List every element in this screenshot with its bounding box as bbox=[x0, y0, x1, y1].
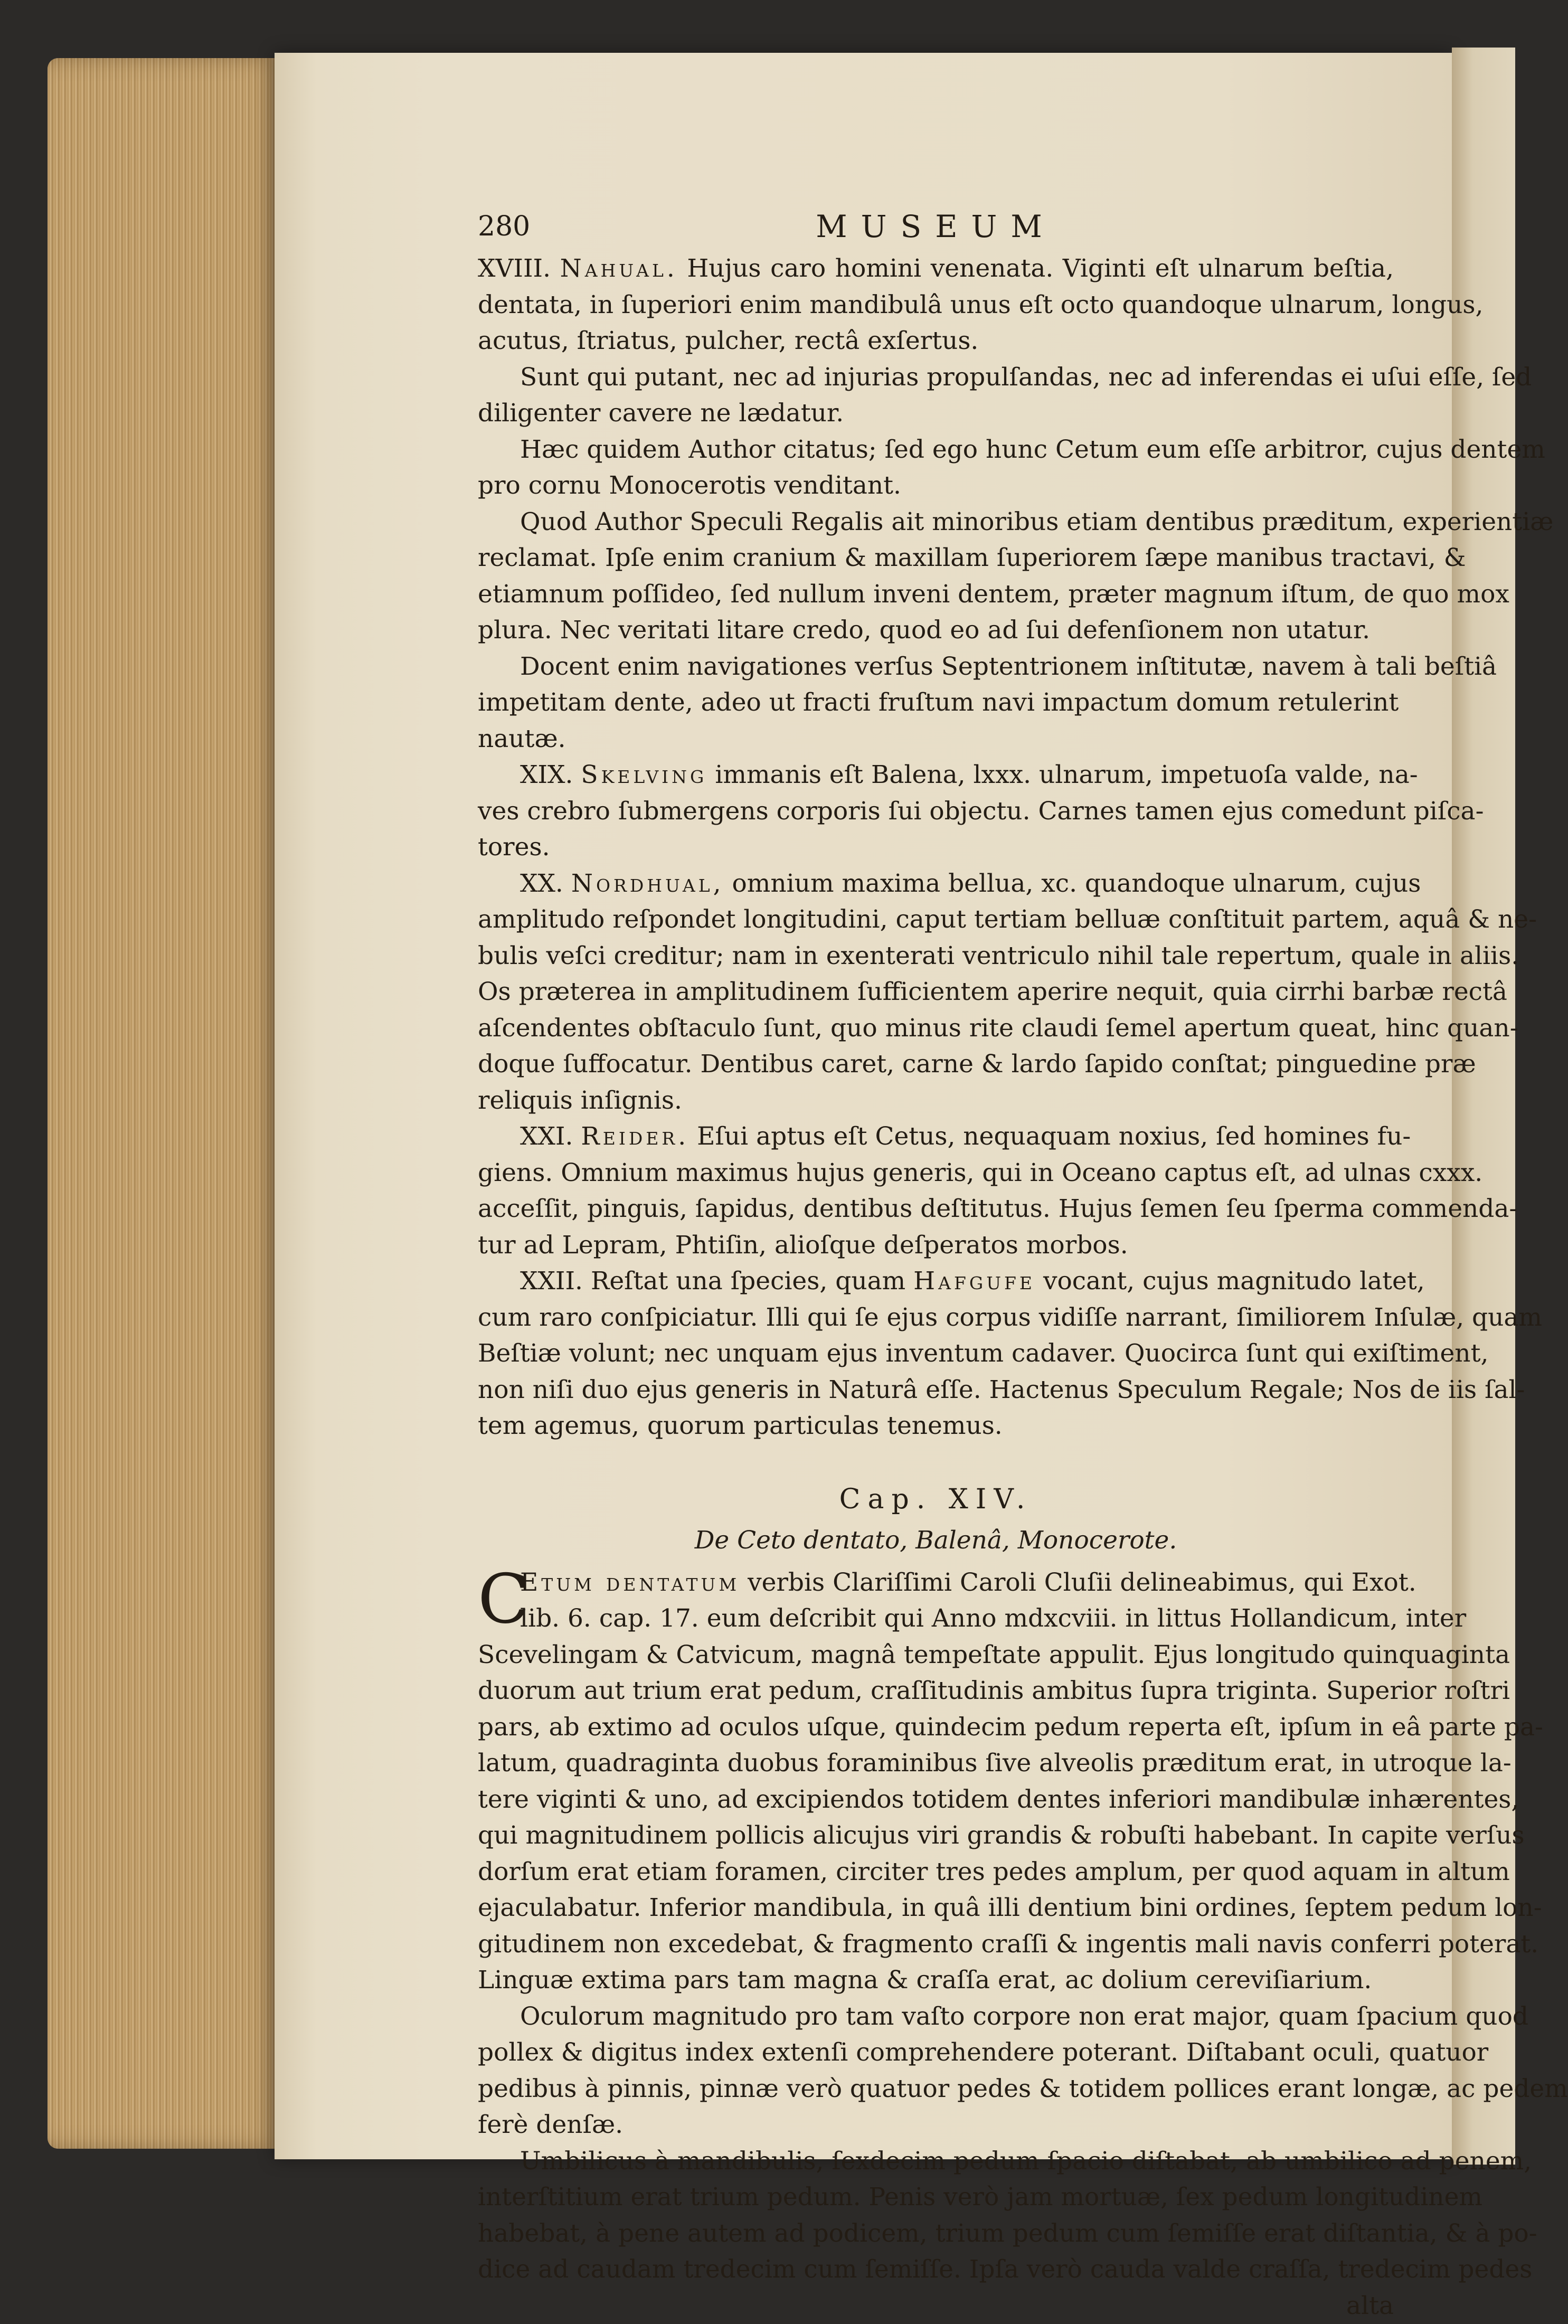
text-line: acutus, ſtriatus, pulcher, rectâ exſertus. bbox=[478, 323, 1394, 360]
text-line: non niſi duo ejus generis in Naturâ eſſe. Hactenus Speculum Regale; Nos de iis ſal- bbox=[478, 1372, 1394, 1409]
text-line: gitudinem non excedebat, & fragmento craſſi & ingentis mali navis conferri poterat. bbox=[478, 1926, 1394, 1963]
text-line: aſcendentes obſtaculo ſunt, quo minus rite claudi ſemel apertum queat, hinc quan- bbox=[478, 1010, 1394, 1047]
text-line: XIX. Skelving immanis eſt Balena, lxxx. ulnarum, impetuoſa valde, na- bbox=[478, 757, 1394, 793]
text-line: tere viginti & uno, ad excipiendos totidem dentes inferiori mandibulæ inhærentes, bbox=[478, 1782, 1394, 1818]
text-line: latum, quadraginta duobus foraminibus ſive alveolis præditum erat, in utroque la- bbox=[478, 1745, 1394, 1782]
chapter-text bbox=[478, 1637, 1394, 2288]
text-line: acceſſit, pinguis, ſapidus, dentibus deſtitutus. Hujus ſemen ſeu ſperma commenda- bbox=[478, 1191, 1394, 1227]
catchword: alta bbox=[478, 2288, 1394, 2324]
text-line: diligenter cavere ne lædatur. bbox=[478, 395, 1394, 432]
drop-cap: C bbox=[478, 1568, 530, 1631]
chapter-subtitle: De Ceto dentato, Balenâ, Monocerote. bbox=[478, 1523, 1394, 1565]
running-title: MUSEUM bbox=[478, 209, 1394, 245]
text-line: plura. Nec veritati litare credo, quod eo ad ſui defenſionem non utatur. bbox=[478, 612, 1394, 649]
text-line: reclamat. Ipſe enim cranium & maxillam ſuperiorem ſæpe manibus tractavi, & bbox=[478, 540, 1394, 577]
text-line: dorſum erat etiam foramen, circiter tres pedes amplum, per quod aquam in altum bbox=[478, 1854, 1394, 1891]
text-line: ejaculabatur. Inferior mandibula, in quâ illi dentium bini ordines, ſeptem pedum lon- bbox=[478, 1890, 1394, 1926]
text-line: Umbilicus à mandibulis, ſexdecim pedum ſpacio diſtabat, ab umbilico ad penem, bbox=[478, 2143, 1394, 2180]
text-line: XXI. Reider. Eſui aptus eſt Cetus, nequaquam noxius, ſed homines fu- bbox=[478, 1119, 1394, 1155]
running-head bbox=[478, 209, 1394, 251]
text-line: nautæ. bbox=[478, 721, 1394, 758]
text-line: Oculorum magnitudo pro tam vaſto corpore non erat major, quam ſpacium quod bbox=[478, 1999, 1394, 2035]
text-line: pedibus à pinnis, pinnæ verò quatuor pedes & totidem pollices erant longæ, ac pedem bbox=[478, 2071, 1394, 2108]
text-line: ferè denſæ. bbox=[478, 2107, 1394, 2143]
chapter-heading: Cap. XIV. bbox=[478, 1481, 1394, 1523]
text-line: lib. 6. cap. 17. eum deſcribit qui Anno mdxcviii. in littus Hollandicum, inter bbox=[478, 1601, 1394, 1637]
text-line: dentata, in ſuperiori enim mandibulâ unus eſt octo quandoque ulnarum, longus, bbox=[478, 287, 1394, 324]
text-line: qui magnitudinem pollicis alicujus viri grandis & robuſti habebant. In capite verſus bbox=[478, 1818, 1394, 1854]
chapter-opening bbox=[478, 1565, 1394, 1637]
text-line: pollex & digitus index extenſi comprehendere poterant. Diſtabant oculi, quatuor bbox=[478, 2035, 1394, 2071]
text-line: Linguæ extima pars tam magna & craſſa erat, ac dolium cereviſiarium. bbox=[478, 1962, 1394, 1999]
text-line: XX. Nordhual, omnium maxima bellua, xc. quandoque ulnarum, cujus bbox=[478, 866, 1394, 902]
text-line: Docent enim navigationes verſus Septentrionem inſtitutæ, navem à tali beſtiâ bbox=[478, 649, 1394, 685]
text-line: tores. bbox=[478, 829, 1394, 866]
book-fore-edge bbox=[48, 58, 285, 2149]
text-line: Quod Author Speculi Regalis ait minoribus etiam dentibus præditum, experientiæ bbox=[478, 504, 1394, 541]
text-line: Sunt qui putant, nec ad injurias propulſandas, nec ad inferendas ei uſui eſſe, ſed bbox=[478, 360, 1394, 396]
text-line: reliquis inſignis. bbox=[478, 1083, 1394, 1119]
text-line: giens. Omnium maximus hujus generis, qui in Oceano captus eſt, ad ulnas cxxx. bbox=[478, 1155, 1394, 1192]
text-line: Etum dentatum verbis Clariſſimi Caroli Cluſii delineabimus, qui Exot. bbox=[478, 1565, 1394, 1601]
text-line: Os præterea in amplitudinem ſufficientem aperire nequit, quia cirrhi barbæ rectâ bbox=[478, 974, 1394, 1010]
text-line: interſtitium erat trium pedum. Penis verò jam mortuæ, ſex pedum longitudinem bbox=[478, 2179, 1394, 2216]
text-line: habebat, à pene autem ad podicem, trium pedum cum ſemiſſe erat diſtantia, & à po- bbox=[478, 2216, 1394, 2252]
page-text bbox=[478, 209, 1394, 2324]
text-line: impetitam dente, adeo ut fracti fruſtum navi impactum domum retulerint bbox=[478, 685, 1394, 721]
text-line: pars, ab extimo ad oculos uſque, quindecim pedum reperta eſt, ipſum in eâ parte pa- bbox=[478, 1709, 1394, 1746]
page-number: 280 bbox=[478, 209, 530, 245]
text-line: XVIII. Nahual. Hujus caro homini venenata. Viginti eſt ulnarum beſtia, bbox=[478, 251, 1394, 287]
text-line: duorum aut trium erat pedum, craſſitudinis ambitus ſupra triginta. Superior roſtri bbox=[478, 1673, 1394, 1709]
text-line: Scevelingam & Catvicum, magnâ tempeſtate appulit. Ejus longitudo quinquaginta bbox=[478, 1637, 1394, 1674]
text-line: amplitudo reſpondet longitudini, caput tertiam belluæ conſtituit partem, aquâ & ne- bbox=[478, 902, 1394, 938]
text-line: XXII. Reſtat una ſpecies, quam Hafgufe vocant, cujus magnitudo latet, bbox=[478, 1263, 1394, 1300]
text-line: etiamnum poſſideo, ſed nullum inveni dentem, præter magnum iſtum, de quo mox bbox=[478, 577, 1394, 613]
text-line: tem agemus, quorum particulas tenemus. bbox=[478, 1408, 1394, 1444]
text-line: pro cornu Monocerotis venditant. bbox=[478, 468, 1394, 504]
text-line: ves crebro ſubmergens corporis ſui objectu. Carnes tamen ejus comedunt piſca- bbox=[478, 793, 1394, 830]
text-line: Beſtiæ volunt; nec unquam ejus inventum cadaver. Quocirca ſunt qui exiſtiment, bbox=[478, 1336, 1394, 1372]
text-line: tur ad Lepram, Phtiſin, alioſque deſperatos morbos. bbox=[478, 1227, 1394, 1264]
text-line: dice ad caudam tredecim cum ſemiſſe. Ipſa verò cauda valde craſſa, tredecim pedes bbox=[478, 2252, 1394, 2288]
text-line: doque ſuffocatur. Dentibus caret, carne & lardo ſapido conſtat; pinguedine præ bbox=[478, 1046, 1394, 1083]
text-line: cum raro conſpiciatur. Illi qui ſe ejus corpus vidiſſe narrant, ſimiliorem Inſulæ, quam bbox=[478, 1300, 1394, 1336]
body-text bbox=[478, 251, 1394, 1444]
text-line: bulis veſci creditur; nam in exenterati ventriculo nihil tale repertum, quale in aliis. bbox=[478, 938, 1394, 975]
text-line: Hæc quidem Author citatus; ſed ego hunc Cetum eum eſſe arbitror, cujus dentem bbox=[478, 432, 1394, 468]
